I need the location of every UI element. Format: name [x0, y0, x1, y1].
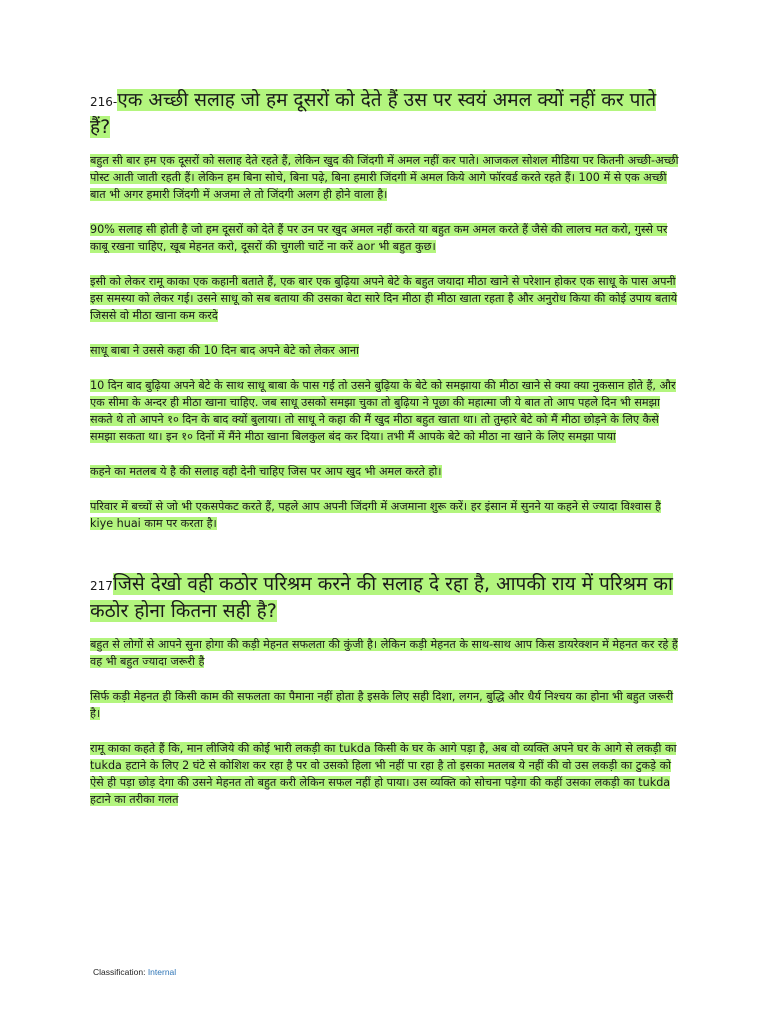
classification-label: Classification: — [93, 967, 146, 977]
answer-paragraph: सिर्फ कड़ी मेहनत ही किसी काम की सफलता का पैमाना नहीं होता है इसके लिए सही दिशा, लगन, बुद्धि और धैर्य निश्चय का होना भी बहुत जरूरी है। — [90, 690, 674, 720]
answer-paragraph: रामू काका कहते हैं कि, मान लीजिये की कोई भारी लकड़ी का tukda किसी के घर के आगे पड़ा है, अब वो व्यक्ति अपने घर के आगे से लकड़ी का tukda हटाने के लिए 2 घंटे से कोशिश कर रहा है पर वो उसको हिला भी नहीं पा रहा है तो इसका मतलब ये नहीं की वो उस लकड़ी का टुकड़े को ऐसे ही पड़ा छोड़ देगा की उसने मेहनत तो बहुत करी लेकिन सफल नहीं हो पाया। उस व्यक्ति को सोचना पड़ेगा की कहीं उसका लकड़ी का tukda हटाने का तरीका गलत — [90, 742, 677, 806]
question-title: जिसे देखो वही कठोर परिश्रम करने की सलाह दे रहा है, आपकी राय में परिश्रम का कठोर होना कितना सही है? — [90, 573, 673, 622]
answer-paragraph: कहने का मतलब ये है की सलाह वही देनी चाहिए जिस पर आप खुद भी अमल करते हो। — [90, 465, 442, 478]
answer-paragraph: 90% सलाह सी होती है जो हम दूसरों को देते हैं पर उन पर खुद अमल नहीं करते या बहुत कम अमल करते हैं जैसे की लालच मत करो, गुस्से पर काबू रखना चाहिए, खूब मेहनत करो, दूसरों की चुगली चाटें ना करें aor भी बहुत कुछ। — [90, 223, 668, 253]
question-217-heading — [90, 572, 680, 624]
classification-value: Internal — [147, 967, 177, 977]
answer-paragraph: बहुत से लोगों से आपने सुना होगा की कड़ी मेहनत सफलता की कुंजी है। लेकिन कड़ी मेहनत के साथ-साथ आप किस डायरेक्शन में मेहनत कर रहे हैं वह भी बहुत ज्यादा जरूरी है — [90, 638, 678, 668]
document-page — [90, 88, 680, 826]
section-gap — [90, 550, 680, 572]
answer-paragraph: साधू बाबा ने उससे कहा की 10 दिन बाद अपने बेटे को लेकर आना — [90, 344, 359, 357]
question-216-heading — [90, 88, 680, 140]
answer-paragraph: 10 दिन बाद बुढ़िया अपने बेटे के साथ साधू बाबा के पास गई तो उसने बुढ़िया के बेटे को समझाया की मीठा खाने से क्या क्या नुकसान होते हैं, और एक सीमा के अन्दर ही मीठा खाना चाहिए. जब साधू उसको समझा चुका तो बुढ़िया ने पूछा की महात्मा जी ये बात तो आप पहले दिन भी समझा सकते थे तो आपने १० दिन के बाद क्यों बुलाया। तो साधू ने कहा की मैं खुद मीठा बहुत खाता था। तो तुम्हारे बेटे को मैं मीठा छोड़ने के लिए कैसे समझा सकता था। इन १० दिनों में मैंने मीठा खाना बिलकुल बंद कर दिया। तभी मैं आपके बेटे को मीठा ना खाने के लिए समझा पाया — [90, 379, 676, 443]
answer-paragraph: बहुत सी बार हम एक दूसरों को सलाह देते रहते हैं, लेकिन खुद की जिंदगी में अमल नहीं कर पाते। आजकल सोशल मीडिया पर कितनी अच्छी-अच्छी पोस्ट आती जाती रहती हैं। लेकिन हम बिना सोचे, बिना पढ़े, बिना हमारी जिंदगी में अमल किये आगे फॉरवर्ड करते रहते हैं। 100 में से एक अच्छी बात भी अगर हमारी जिंदगी में अजमा ले तो जिंदगी अलग ही होने वाला है। — [90, 154, 679, 201]
question-number: 216- — [90, 95, 118, 109]
answer-paragraph: इसी को लेकर रामू काका एक कहानी बताते हैं, एक बार एक बुढ़िया अपने बेटे के बहुत जयादा मीठा खाने से परेशान होकर एक साधू के पास अपनी इस समस्या को लेकर गई। उसने साधू को सब बताया की उसका बेटा सारे दिन मीठा ही मीठा खाता रहता है और अनुरोध किया की कोई उपाय बताये जिससे वो मीठा खाना कम करदे — [90, 275, 678, 322]
question-number: 217 — [90, 579, 113, 593]
question-title: एक अच्छी सलाह जो हम दूसरों को देते हैं उस पर स्वयं अमल क्यों नहीं कर पाते हैं? — [90, 89, 657, 138]
answer-paragraph: परिवार में बच्चों से जो भी एकसपेकट करते हैं, पहले आप अपनी जिंदगी में अजमाना शुरू करें। हर इंसान में सुनने या कहने से ज्यादा विश्वास है kiye huai काम पर करता है। — [90, 500, 661, 530]
classification-footer — [93, 967, 176, 977]
